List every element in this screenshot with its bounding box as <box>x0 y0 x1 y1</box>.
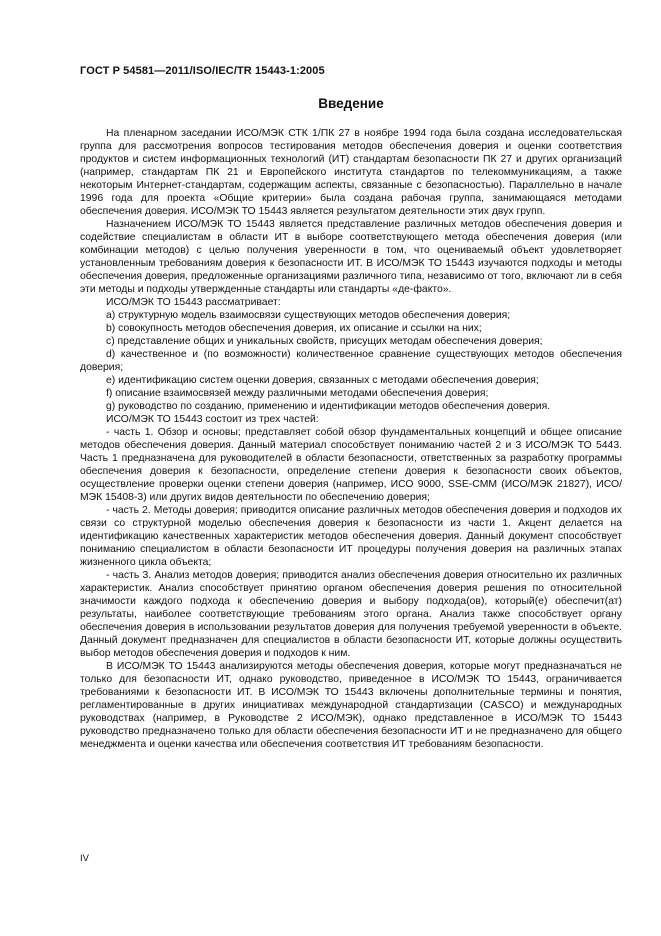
part-description: - часть 1. Обзор и основы; представляет собой обзор фундаментальных концепций и общее описание методов обеспечения доверия. Данный материал способствует пониманию частей 2 и 3 ИСО/МЭК ТО 5443. Часть 1 предназначена для руководителей в области безопасности, ответственных за разработку программы обеспечения доверия к безопасности, определение степени доверия к безопасности своих объектов, осуществление проверки оценки степени доверия (например, ИСО 9000, SSE-CMM (ИСО/МЭК 21827), ИСО/МЭК 15408-3) или других видов деятельности по обеспечению доверия; <box>80 427 622 503</box>
list-item: b) совокупность методов обеспечения доверия, их описание и ссылки на них; <box>106 323 482 334</box>
page-number: IV <box>80 853 89 864</box>
standard-designation: ГОСТ Р 54581—2011/ISO/IEC/TR 15443-1:2005 <box>80 65 325 77</box>
list-item: g) руководство по созданию, применению и идентификации методов обеспечения доверия. <box>106 401 551 412</box>
list-item: f) описание взаимосвязей между различными методами обеспечения доверия; <box>106 388 489 399</box>
paragraph: ИСО/МЭК ТО 15443 состоит из трех частей: <box>106 414 319 425</box>
list-item: c) представление общих и уникальных свойств, присущих методам обеспечения доверия; <box>106 336 543 347</box>
introduction-body <box>80 127 622 751</box>
part-description: - часть 2. Методы доверия; приводится описание различных методов обеспечения доверия и подходов их связи со структурной моделью обеспечения доверия к безопасности из части 1. Акцент делается на идентификацию качественных характеристик методов обеспечения доверия. Данный документ способствует пониманию специалистом в области безопасности ИТ процедуры получения доверия на различных этапах жизненного цикла объекта; <box>80 505 622 568</box>
list-item: d) качественное и (по возможности) количественное сравнение существующих методов обеспечения доверия; <box>80 349 622 373</box>
section-title: Введение <box>318 96 384 111</box>
paragraph: Назначением ИСО/МЭК ТО 15443 является представление различных методов обеспечения доверия и содействие специалистам в области ИТ в выборе соответствующего метода обеспечения доверия (или комбинации методов) с целью получения уверенности в том, что оцениваемый объект удовлетворяет установленным требованиям доверия к безопасности ИТ. В ИСО/МЭК ТО 15443 изучаются подходы и методы обеспечения доверия, предложенные организациями различного типа, независимо от того, включают ли в себя эти методы и подходы утвержденные стандарты или стандарты «де-факто». <box>80 219 622 295</box>
list-item: e) идентификацию систем оценки доверия, связанных с методами обеспечения доверия; <box>106 375 539 386</box>
list-item: a) структурную модель взаимосвязи существующих методов обеспечения доверия; <box>106 310 511 321</box>
paragraph: ИСО/МЭК ТО 15443 рассматривает: <box>106 297 281 308</box>
part-description: - часть 3. Анализ методов доверия; приводится анализ обеспечения доверия относительно их различных характеристик. Анализ способствует принятию органом обеспечения доверия решения по относительной значимости каждого подхода к обеспечению доверия и выбору подхода(ов), который(е) обеспечит(ат) результаты, наиболее соответствующие требованиям этого органа. Анализ также способствует органу обеспечения доверия в использовании результатов доверия для получения требуемой уверенности в объекте. Данный документ предназначен для специалистов в области безопасности ИТ, которые должны осуществить выбор методов обеспечения доверия и подходов к ним. <box>80 570 622 659</box>
paragraph: На пленарном заседании ИСО/МЭК СТК 1/ПК 27 в ноябре 1994 года была создана исследовательская группа для рассмотрения вопросов тестирования методов обеспечения доверия и оценки соответствия продуктов и систем информационных технологий (ИТ) стандартам безопасности ПК 27 и других организаций (например, стандартам ПК 21 и Европейского института стандартов по телекоммуникациям, а также некоторым Интернет-стандартам, содержащим аспекты, связанные с безопасностью). Параллельно в начале 1996 года для проекта «Общие критерии» была создана рабочая группа, занимающаяся методами обеспечения доверия. ИСО/МЭК ТО 15443 является результатом деятельности этих двух групп. <box>80 128 622 217</box>
paragraph: В ИСО/МЭК ТО 15443 анализируются методы обеспечения доверия, которые могут предназначаться не только для безопасности ИТ, однако руководство, приведенное в ИСО/МЭК ТО 15443, ограничивается требованиями к безопасности ИТ. В ИСО/МЭК ТО 15443 включены дополнительные термины и понятия, регламентированные в других инициативах международной стандартизации (CASCO) и международных руководствах (например, в Руководстве 2 ИСО/МЭК), однако представленное в ИСО/МЭК ТО 15443 руководство предназначено только для области обеспечения безопасности ИТ и не предназначено для общего менеджмента и оценки качества или обеспечения соответствия ИТ требованиям безопасности. <box>80 661 622 750</box>
